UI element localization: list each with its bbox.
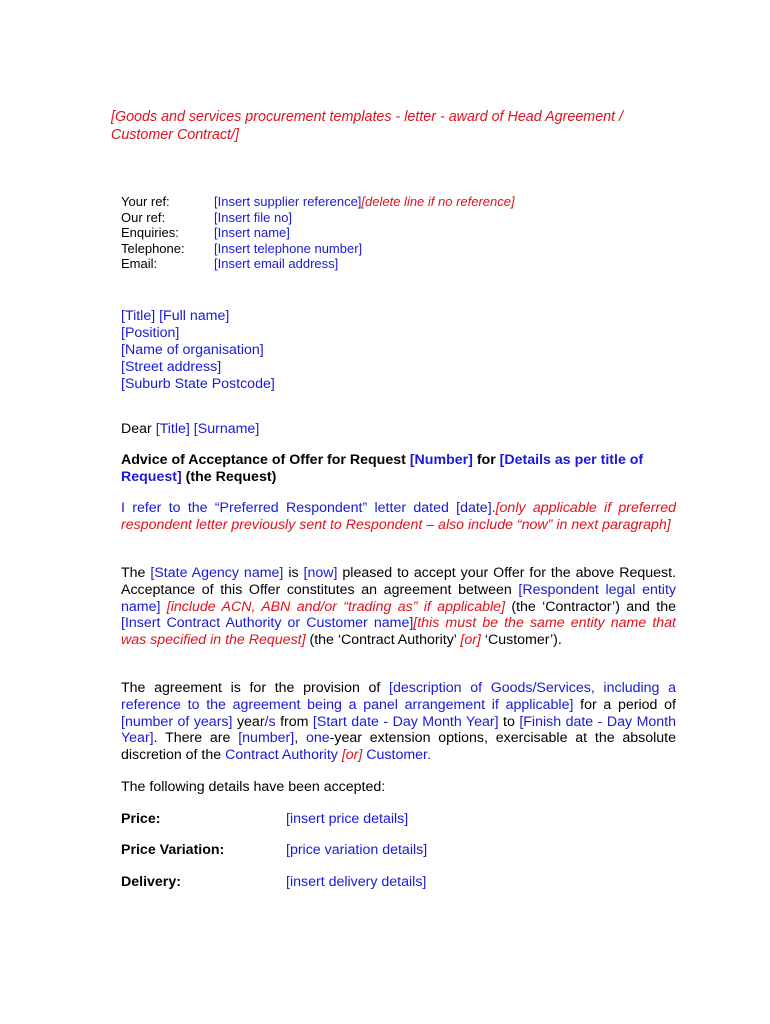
- ref-row-email: [121, 256, 515, 272]
- text-run: pleased to accept your Offer for the above Request. Acceptance of this Offer constitutes an agreement between: [121, 565, 676, 598]
- template-heading: [111, 108, 691, 144]
- text-run: ,: [294, 730, 306, 747]
- text-run: The agreement is for the provision of: [121, 680, 389, 696]
- placeholder-run: [Respondent legal entity name]: [121, 581, 676, 615]
- refer-paragraph: [121, 500, 676, 534]
- agreement-paragraph: [121, 680, 676, 764]
- placeholder-run: [Finish date - Day Month Year]: [121, 713, 677, 747]
- text-run: (the ‘Contractor’) and the: [505, 598, 676, 615]
- text-run: -year extension options, exercisable at the absolute discretion of the: [121, 730, 677, 764]
- refer-text: I refer to the “Preferred Respondent” letter dated [date].: [121, 500, 496, 516]
- ref-row-your-ref: [121, 194, 515, 210]
- acceptance-paragraph: [121, 565, 676, 649]
- placeholder-run: Customer.: [366, 747, 431, 764]
- placeholder-run: [Start date - Day Month Year]: [312, 713, 499, 730]
- detail-row-price-variation: [121, 842, 427, 859]
- detail-label: Price Variation:: [121, 842, 225, 858]
- detail-value: [insert price details]: [286, 811, 409, 827]
- ref-label: Email:: [121, 256, 158, 271]
- placeholder-run: [Insert Contract Authority or Customer name]: [121, 615, 414, 632]
- refer-note: [only applicable if preferred respondent letter previously sent to Respondent – also include “now” in next paragraph]: [121, 500, 676, 533]
- reference-block: [121, 194, 515, 272]
- ref-value: [Insert supplier reference]: [214, 194, 362, 209]
- ref-value: [Insert telephone number]: [214, 240, 363, 256]
- subject-line: [121, 452, 676, 486]
- placeholder-run: [number of years]: [121, 713, 233, 730]
- address-line: [Suburb State Postcode]: [121, 376, 275, 392]
- placeholder-run: /s: [264, 713, 276, 730]
- text-run: . There are: [153, 730, 239, 747]
- heading-line-1: [Goods and services procurement templates - letter - award of Head Agreement /: [111, 109, 624, 125]
- text-run: The: [121, 565, 151, 581]
- salutation: [121, 421, 676, 438]
- address-line: [Position]: [121, 325, 180, 341]
- placeholder-run: [description of Goods/Services, including a reference to the agreement being a panel arrangement if applicable]: [121, 680, 676, 713]
- salutation-prefix: Dear: [121, 421, 156, 437]
- detail-row-price: [121, 811, 408, 828]
- text-run: is: [283, 565, 304, 581]
- ref-row-enquiries: [121, 225, 515, 241]
- text-run: ‘Customer’).: [480, 632, 562, 649]
- detail-value: [insert delivery details]: [286, 874, 427, 890]
- address-line: [Name of organisation]: [121, 342, 264, 358]
- detail-row-delivery: [121, 874, 426, 891]
- instruction-run: [or]: [341, 747, 363, 764]
- recipient-address: [121, 308, 275, 393]
- ref-label: Enquiries:: [121, 225, 179, 240]
- text-run: year: [232, 713, 265, 730]
- instruction-run: [or]: [460, 632, 481, 649]
- subject-placeholder: [Number]: [409, 452, 473, 468]
- placeholder-run: [State Agency name]: [150, 565, 284, 581]
- ref-value: [Insert name]: [214, 225, 290, 240]
- following-details-intro: The following details have been accepted:: [121, 779, 386, 795]
- placeholder-run: Contract Authority: [225, 747, 338, 764]
- subject-text: Advice of Acceptance of Offer for Request: [121, 452, 410, 468]
- text-run: for a period of: [573, 696, 676, 713]
- ref-value: [Insert file no]: [214, 209, 293, 225]
- ref-label: Your ref:: [121, 194, 170, 209]
- ref-row-telephone: [121, 241, 515, 257]
- placeholder-run: [now]: [303, 565, 338, 581]
- placeholder-run: [number]: [238, 730, 295, 747]
- instruction-run: [this must be the same entity name that was specified in the Request]: [121, 615, 676, 649]
- text-run: to: [498, 713, 520, 730]
- address-line: [Street address]: [121, 359, 222, 375]
- salutation-name: [Title] [Surname]: [155, 421, 260, 437]
- heading-line-2: Customer Contract/]: [111, 127, 239, 143]
- ref-label: Our ref:: [121, 209, 166, 225]
- ref-row-our-ref: [121, 210, 515, 226]
- instruction-run: [include ACN, ABN and/or “trading as” if applicable]: [166, 598, 506, 615]
- detail-label: Delivery:: [121, 874, 181, 890]
- subject-text: for: [472, 452, 500, 468]
- ref-note: [delete line if no reference]: [361, 194, 515, 209]
- address-line: [Title] [Full name]: [121, 308, 230, 324]
- text-run: from: [275, 713, 313, 730]
- text-run: (the ‘Contract Authority’: [305, 632, 461, 649]
- subject-placeholder: [Details as per title of Request]: [121, 452, 644, 485]
- detail-label: Price:: [121, 811, 161, 827]
- placeholder-run: one: [305, 730, 330, 747]
- subject-text: (the Request): [181, 468, 277, 485]
- ref-label: Telephone:: [121, 240, 185, 256]
- ref-value: [Insert email address]: [214, 256, 339, 271]
- detail-value: [price variation details]: [286, 842, 428, 858]
